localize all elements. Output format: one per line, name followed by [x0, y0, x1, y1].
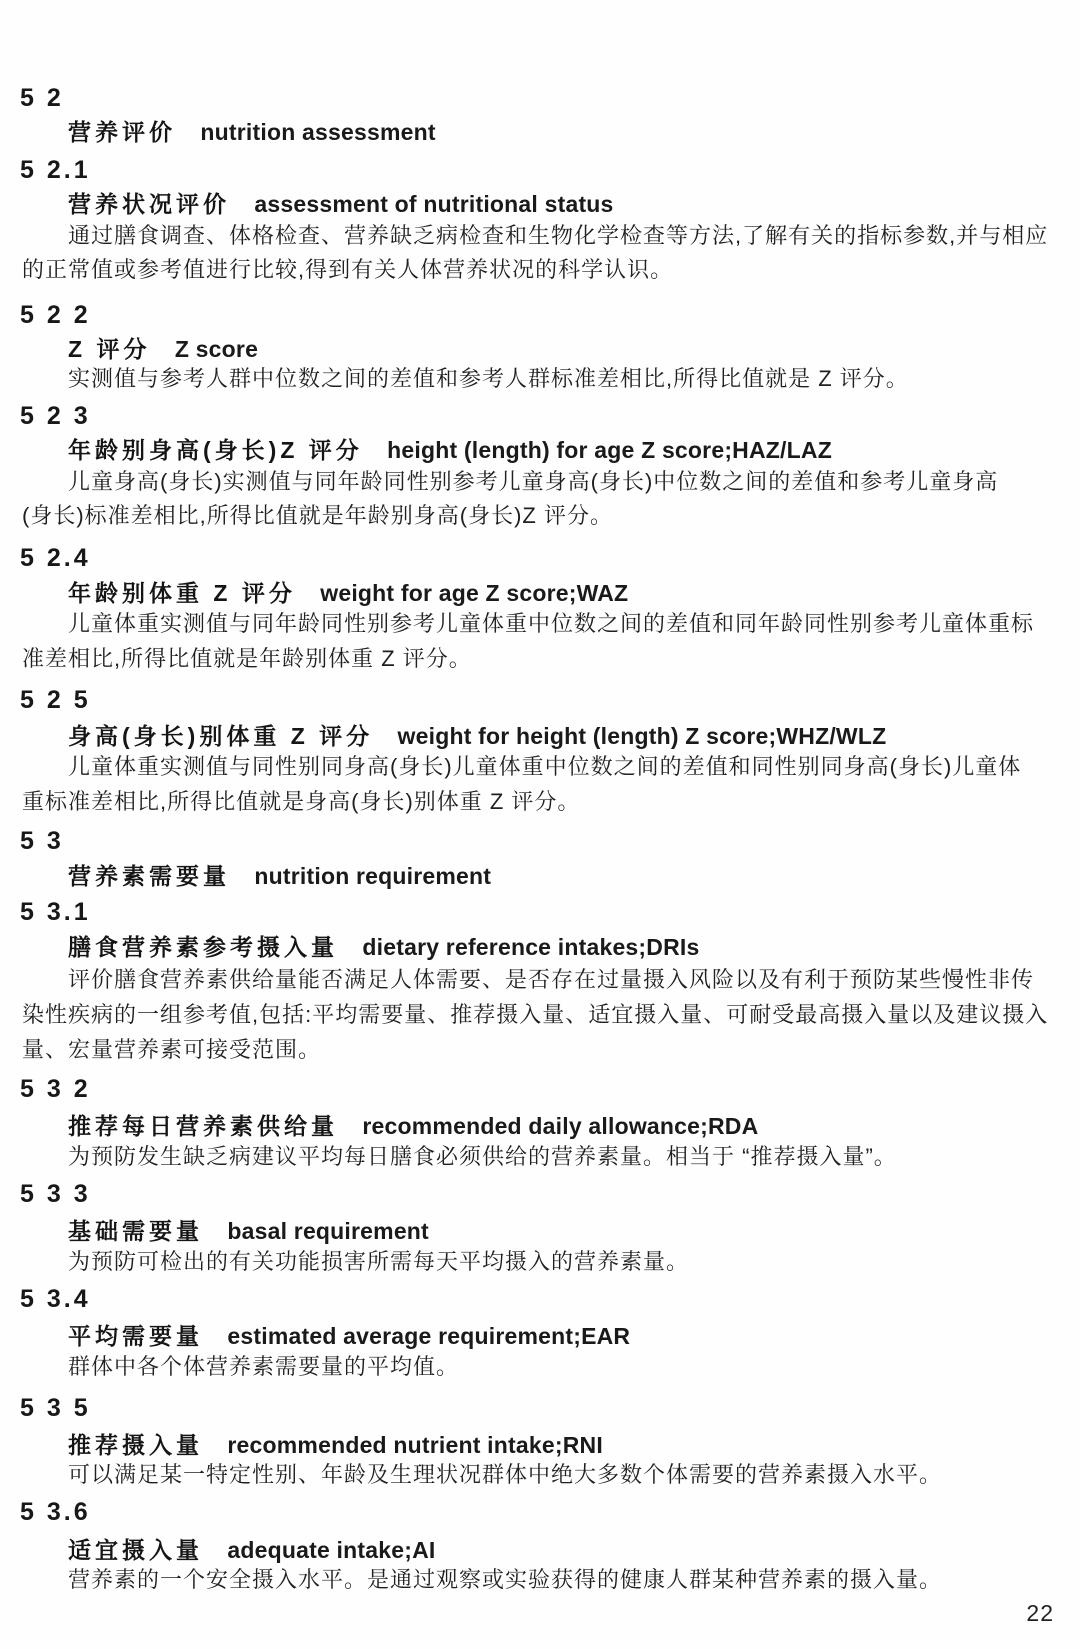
definition-line: (身长)标准差相比,所得比值就是年龄别身高(身长)Z 评分。: [22, 503, 613, 528]
definition-line: 为预防发生缺乏病建议平均每日膳食必须供给的营养素量。相当于 “推荐摄入量”。: [68, 1144, 897, 1169]
term-en: nutrition assessment: [200, 119, 436, 145]
term-line: [68, 858, 491, 891]
term-zh: 推荐摄入量: [68, 1432, 203, 1458]
term-line: [68, 575, 628, 608]
term-zh: 适宜摄入量: [68, 1537, 203, 1563]
term-zh: 年龄别身高(身长)Z 评分: [68, 437, 363, 463]
section-number: 5 3.1: [20, 898, 91, 926]
definition-line: 儿童身高(身长)实测值与同年龄同性别参考儿童身高(身长)中位数之间的差值和参考儿童身高: [68, 469, 999, 494]
term-en: recommended daily allowance;RDA: [362, 1113, 759, 1139]
term-en: dietary reference intakes;DRIs: [362, 934, 700, 960]
section-number: 5 2 2: [20, 301, 91, 329]
term-en: weight for age Z score;WAZ: [320, 580, 629, 606]
definition-line: 准差相比,所得比值就是年龄别体重 Z 评分。: [22, 646, 472, 671]
section-number: 5 2 5: [20, 686, 91, 714]
section-number: 5 3: [20, 827, 64, 855]
section-number: 5 3 5: [20, 1394, 91, 1422]
definition-line: 实测值与参考人群中位数之间的差值和参考人群标准差相比,所得比值就是 Z 评分。: [68, 366, 909, 391]
term-line: [68, 929, 700, 962]
section-number: 5 3.4: [20, 1285, 91, 1313]
definition-line: 营养素的一个安全摄入水平。是通过观察或实验获得的健康人群某种营养素的摄入量。: [68, 1567, 943, 1592]
section-number: 5 2 3: [20, 402, 91, 430]
term-zh: 膳食营养素参考摄入量: [68, 934, 338, 960]
section-number: 5 3 2: [20, 1075, 91, 1103]
term-zh: 身高(身长)别体重 Z 评分: [68, 723, 374, 749]
term-en: estimated average requirement;EAR: [227, 1323, 631, 1349]
term-line: [68, 432, 832, 465]
term-en: assessment of nutritional status: [254, 191, 614, 217]
term-zh: 平均需要量: [68, 1323, 203, 1349]
section-number: 5 2.4: [20, 544, 91, 572]
term-en: recommended nutrient intake;RNI: [227, 1432, 603, 1458]
term-line: [68, 186, 614, 219]
term-line: [68, 114, 436, 147]
term-line: [68, 1213, 429, 1246]
definition-line: 可以满足某一特定性别、年龄及生理状况群体中绝大多数个体需要的营养素摄入水平。: [68, 1462, 943, 1487]
term-en: Z score: [174, 336, 259, 362]
term-zh: 年龄别体重 Z 评分: [68, 580, 296, 606]
term-line: [68, 1318, 630, 1351]
section-number: 5 3 3: [20, 1180, 91, 1208]
definition-line: 的正常值或参考值进行比较,得到有关人体营养状况的科学认识。: [22, 257, 674, 282]
definition-line: 评价膳食营养素供给量能否满足人体需要、是否存在过量摄入风险以及有利于预防某些慢性非传: [68, 967, 1035, 992]
term-zh: Z 评分: [68, 336, 151, 362]
term-line: [68, 1108, 758, 1141]
term-zh: 营养素需要量: [68, 863, 230, 889]
term-zh: 推荐每日营养素供给量: [68, 1113, 338, 1139]
term-line: [68, 1427, 603, 1460]
definition-line: 群体中各个体营养素需要量的平均值。: [68, 1354, 460, 1379]
definition-line: 儿童体重实测值与同性别同身高(身长)儿童体重中位数之间的差值和同性别同身高(身长)儿童体: [68, 754, 1022, 779]
definition-line: 重标准差相比,所得比值就是身高(身长)别体重 Z 评分。: [22, 789, 581, 814]
term-en: basal requirement: [227, 1218, 429, 1244]
definition-line: 为预防可检出的有关功能损害所需每天平均摄入的营养素量。: [68, 1249, 690, 1274]
definition-line: 量、宏量营养素可接受范围。: [22, 1037, 322, 1062]
term-en: adequate intake;AI: [227, 1537, 436, 1563]
section-number: 5 2.1: [20, 156, 91, 184]
term-line: [68, 1532, 436, 1565]
definition-line: 儿童体重实测值与同年龄同性别参考儿童体重中位数之间的差值和同年龄同性别参考儿童体重标: [68, 611, 1035, 636]
section-number: 5 3.6: [20, 1498, 91, 1526]
section-number: 5 2: [20, 84, 64, 112]
term-en: nutrition requirement: [254, 863, 492, 889]
term-zh: 基础需要量: [68, 1218, 203, 1244]
term-zh: 营养状况评价: [68, 191, 230, 217]
term-en: height (length) for age Z score;HAZ/LAZ: [387, 437, 832, 463]
term-zh: 营养评价: [68, 119, 176, 145]
definition-line: 通过膳食调查、体格检查、营养缺乏病检查和生物化学检查等方法,了解有关的指标参数,并与相应: [68, 223, 1049, 248]
definition-line: 染性疾病的一组参考值,包括:平均需要量、推荐摄入量、适宜摄入量、可耐受最高摄入量以及建议摄入: [22, 1002, 1049, 1027]
term-line: [68, 718, 886, 751]
term-en: weight for height (length) Z score;WHZ/WLZ: [397, 723, 887, 749]
term-line: [68, 331, 258, 364]
page-number: 22: [1026, 1600, 1054, 1626]
